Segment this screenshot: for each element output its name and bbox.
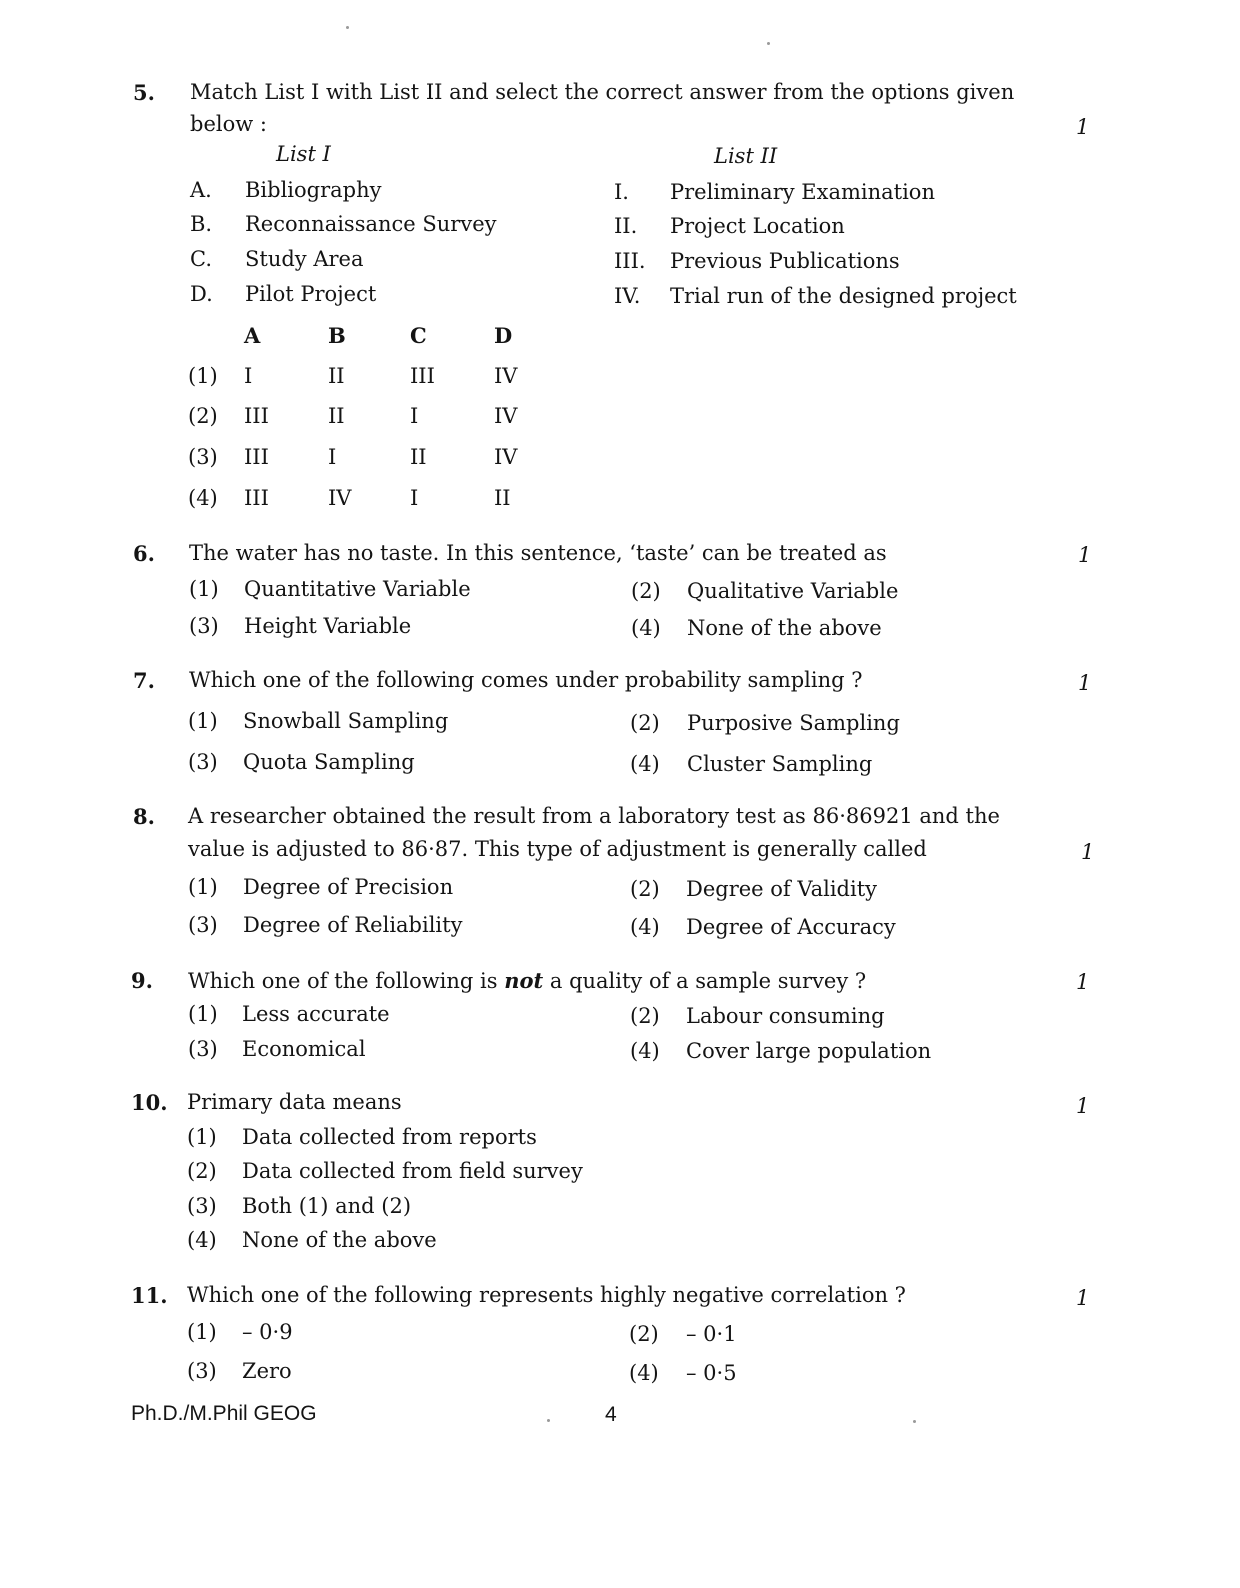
question-stem: Primary data means xyxy=(187,1090,402,1114)
question-number: 10. xyxy=(131,1090,168,1115)
question-number: 5. xyxy=(133,80,155,105)
option-text: Data collected from reports xyxy=(242,1125,537,1149)
question-number: 7. xyxy=(133,668,155,693)
question-stem: Which one of the following comes under probability sampling ? xyxy=(189,668,863,692)
scan-speck xyxy=(547,1419,550,1422)
option-number: (2) xyxy=(629,1322,659,1346)
list-ii-heading: List II xyxy=(714,144,778,168)
question-stem: value is adjusted to 86·87. This type of adjustment is generally called xyxy=(188,837,927,861)
option-text: – 0·9 xyxy=(242,1320,293,1344)
question-stem-emphasis: not xyxy=(504,968,544,993)
option-number: (4) xyxy=(188,486,218,510)
question-stem: A researcher obtained the result from a laboratory test as 86·86921 and the xyxy=(188,804,1000,828)
question-number: 8. xyxy=(133,804,155,829)
option-number: (2) xyxy=(188,404,218,428)
list-ii-item: Project Location xyxy=(670,214,845,238)
marks-label: 1 xyxy=(1078,543,1092,567)
list-ii-numeral: II. xyxy=(614,214,638,238)
answer-column-heading: A xyxy=(244,323,261,348)
question-number: 6. xyxy=(133,541,155,566)
option-number: (1) xyxy=(188,875,218,899)
option-cell: III xyxy=(244,486,269,510)
option-number: (1) xyxy=(188,1002,218,1026)
option-number: (4) xyxy=(631,616,661,640)
scan-speck xyxy=(346,26,349,29)
list-i-item: Study Area xyxy=(245,247,364,271)
question-number: 11. xyxy=(131,1283,168,1308)
list-i-letter: D. xyxy=(190,282,213,306)
option-cell: I xyxy=(410,486,419,510)
option-number: (2) xyxy=(187,1159,217,1183)
option-text: Economical xyxy=(242,1037,366,1061)
option-number: (3) xyxy=(187,1194,217,1218)
option-number: (1) xyxy=(187,1125,217,1149)
option-text: Height Variable xyxy=(244,614,412,638)
option-cell: I xyxy=(328,445,337,469)
option-number: (1) xyxy=(188,364,218,388)
option-number: (2) xyxy=(630,711,660,735)
option-cell: II xyxy=(410,445,427,469)
question-stem: below : xyxy=(190,112,267,136)
option-text: Degree of Validity xyxy=(686,877,878,901)
question-stem-part: a quality of a sample survey ? xyxy=(543,969,867,993)
question-stem: Match List I with List II and select the correct answer from the options given xyxy=(190,80,1015,104)
footer-page-number: 4 xyxy=(605,1403,617,1426)
option-cell: III xyxy=(410,364,435,388)
marks-label: 1 xyxy=(1076,970,1090,994)
scan-speck xyxy=(767,42,770,45)
list-i-heading: List I xyxy=(276,142,331,166)
option-number: (4) xyxy=(630,752,660,776)
option-cell: IV xyxy=(494,404,518,428)
list-i-letter: B. xyxy=(190,212,213,236)
option-cell: III xyxy=(244,445,269,469)
option-number: (2) xyxy=(631,579,661,603)
option-text: Zero xyxy=(242,1359,292,1383)
option-number: (3) xyxy=(188,1037,218,1061)
list-ii-numeral: III. xyxy=(614,249,646,273)
list-ii-item: Previous Publications xyxy=(670,249,900,273)
option-text: Quota Sampling xyxy=(243,750,415,774)
option-number: (3) xyxy=(188,913,218,937)
option-number: (4) xyxy=(629,1361,659,1385)
option-text: Labour consuming xyxy=(686,1004,885,1028)
option-cell: IV xyxy=(494,364,518,388)
list-ii-numeral: IV. xyxy=(614,284,641,308)
option-text: Both (1) and (2) xyxy=(242,1194,412,1218)
option-text: Quantitative Variable xyxy=(244,577,471,601)
option-text: Less accurate xyxy=(242,1002,390,1026)
list-ii-numeral: I. xyxy=(614,180,629,204)
option-number: (1) xyxy=(188,709,218,733)
option-text: None of the above xyxy=(242,1228,437,1252)
option-cell: II xyxy=(494,486,511,510)
option-text: – 0·1 xyxy=(686,1322,737,1346)
option-text: Snowball Sampling xyxy=(243,709,449,733)
option-number: (1) xyxy=(189,577,219,601)
list-i-item: Reconnaissance Survey xyxy=(245,212,497,236)
option-number: (3) xyxy=(188,750,218,774)
option-number: (1) xyxy=(187,1320,217,1344)
option-text: Degree of Precision xyxy=(243,875,454,899)
option-cell: I xyxy=(410,404,419,428)
option-text: Cover large population xyxy=(686,1039,932,1063)
option-cell: II xyxy=(328,404,345,428)
answer-column-heading: D xyxy=(494,323,513,348)
question-stem xyxy=(188,968,866,993)
option-number: (3) xyxy=(188,445,218,469)
answer-column-heading: C xyxy=(410,323,427,348)
marks-label: 1 xyxy=(1078,671,1092,695)
option-cell: I xyxy=(244,364,253,388)
answer-column-heading: B xyxy=(328,323,346,348)
question-stem: Which one of the following represents highly negative correlation ? xyxy=(187,1283,906,1307)
option-text: Qualitative Variable xyxy=(687,579,899,603)
option-number: (2) xyxy=(630,877,660,901)
option-text: – 0·5 xyxy=(686,1361,737,1385)
list-ii-item: Trial run of the designed project xyxy=(670,284,1017,308)
option-number: (3) xyxy=(187,1359,217,1383)
list-ii-item: Preliminary Examination xyxy=(670,180,935,204)
option-cell: IV xyxy=(494,445,518,469)
question-stem: The water has no taste. In this sentence, ‘taste’ can be treated as xyxy=(189,541,887,565)
list-i-item: Bibliography xyxy=(245,178,382,202)
marks-label: 1 xyxy=(1081,840,1095,864)
question-stem-part: Which one of the following is xyxy=(188,969,505,993)
option-text: Degree of Accuracy xyxy=(686,915,896,939)
option-text: Purposive Sampling xyxy=(687,711,900,735)
option-text: Data collected from field survey xyxy=(242,1159,583,1183)
option-cell: III xyxy=(244,404,269,428)
option-number: (4) xyxy=(630,1039,660,1063)
option-text: Degree of Reliability xyxy=(243,913,463,937)
option-number: (2) xyxy=(630,1004,660,1028)
footer-course-code: Ph.D./M.Phil GEOG xyxy=(131,1402,317,1425)
marks-label: 1 xyxy=(1076,115,1090,139)
list-i-letter: C. xyxy=(190,247,212,271)
option-number: (3) xyxy=(189,614,219,638)
list-i-item: Pilot Project xyxy=(245,282,377,306)
list-i-letter: A. xyxy=(190,178,212,202)
marks-label: 1 xyxy=(1076,1094,1090,1118)
question-number: 9. xyxy=(131,968,153,993)
option-cell: IV xyxy=(328,486,352,510)
scan-speck xyxy=(913,1420,916,1423)
option-text: None of the above xyxy=(687,616,882,640)
marks-label: 1 xyxy=(1076,1286,1090,1310)
option-text: Cluster Sampling xyxy=(687,752,873,776)
option-number: (4) xyxy=(187,1228,217,1252)
option-cell: II xyxy=(328,364,345,388)
option-number: (4) xyxy=(630,915,660,939)
